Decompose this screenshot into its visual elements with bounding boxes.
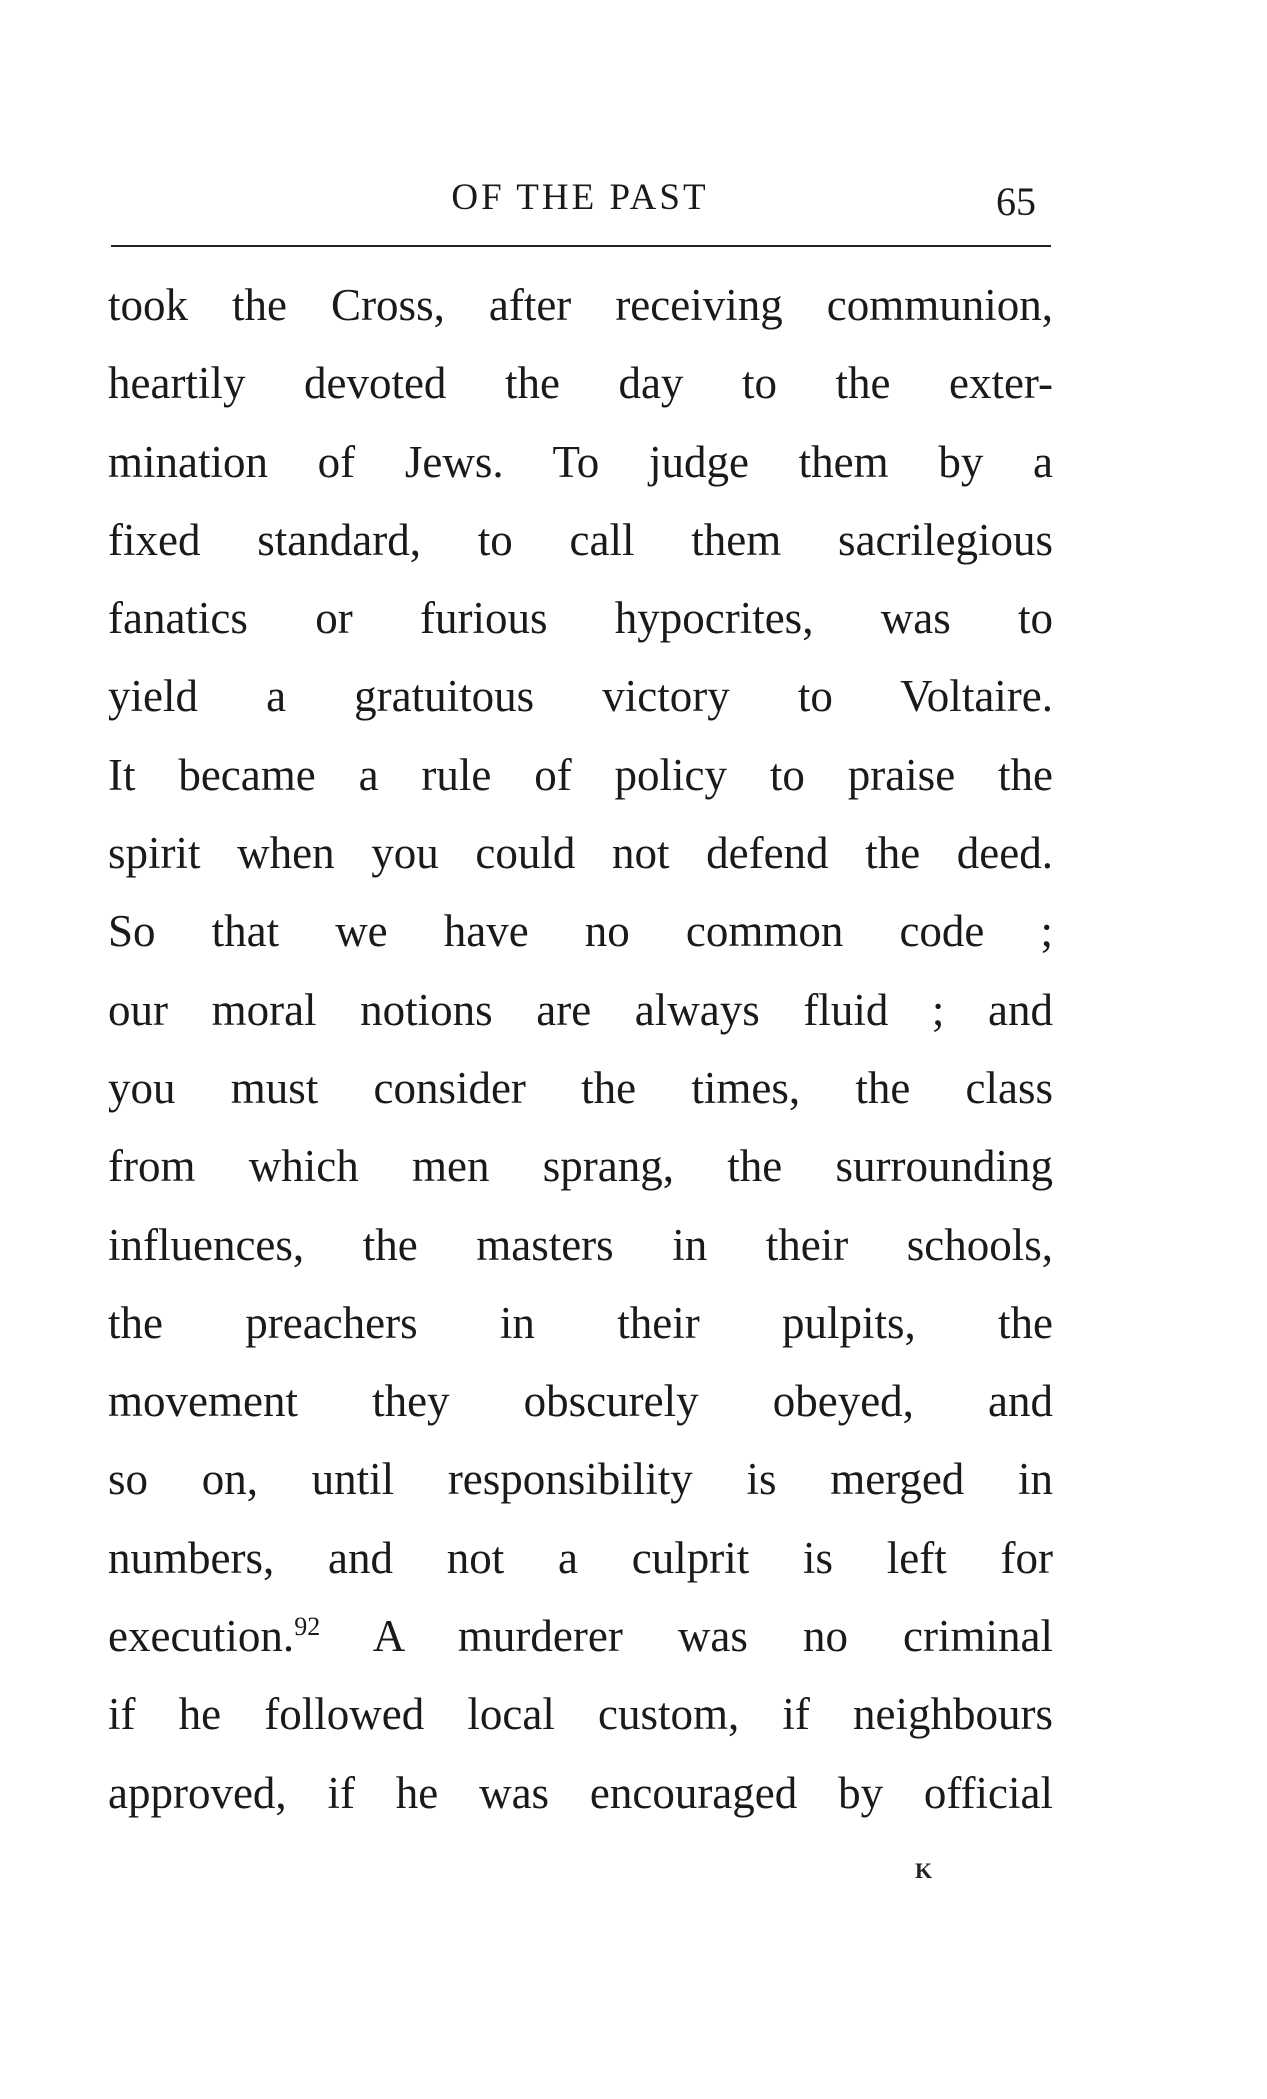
text-fragment: A murderer was no criminal	[320, 1611, 1053, 1662]
text-line: numbers, and not a culprit is left for	[108, 1532, 1053, 1583]
text-line: you must consider the times, the class	[108, 1062, 1053, 1113]
text-line: so on, until responsibility is merged in	[108, 1454, 1053, 1505]
text-line: fixed standard, to call them sacrilegious	[108, 514, 1053, 565]
text-fragment: execution.	[108, 1611, 295, 1662]
header-rule	[111, 245, 1051, 247]
text-line: It became a rule of policy to praise the	[108, 749, 1053, 800]
text-line: from which men sprang, the surrounding	[108, 1141, 1053, 1192]
footnote-reference: 92	[294, 1612, 321, 1642]
text-line: influences, the masters in their schools,	[108, 1219, 1053, 1270]
text-line: mination of Jews. To judge them by a	[108, 436, 1053, 487]
page-header	[110, 168, 1050, 228]
signature-mark: K	[915, 1858, 933, 1883]
text-line: fanatics or furious hypocrites, was to	[108, 593, 1053, 644]
text-line: the preachers in their pulpits, the	[108, 1297, 1053, 1348]
text-line: took the Cross, after receiving communion,	[108, 280, 1053, 330]
text-line: heartily devoted the day to the exter-	[108, 358, 1053, 409]
text-line: if he followed local custom, if neighbours	[108, 1689, 1053, 1740]
text-line: movement they obscurely obeyed, and	[108, 1376, 1053, 1427]
text-line: yield a gratuitous victory to Voltaire.	[108, 671, 1053, 722]
page-number: 65	[996, 179, 1036, 224]
text-line-with-footnote	[108, 1597, 1053, 1675]
text-line: So that we have no common code ;	[108, 906, 1053, 957]
running-head: OF THE PAST	[451, 177, 709, 218]
body-text	[108, 266, 1053, 1832]
text-line: our moral notions are always fluid ; and	[108, 984, 1053, 1035]
text-line: approved, if he was encouraged by official	[108, 1767, 1053, 1818]
text-line: spirit when you could not defend the deed.	[108, 828, 1053, 879]
